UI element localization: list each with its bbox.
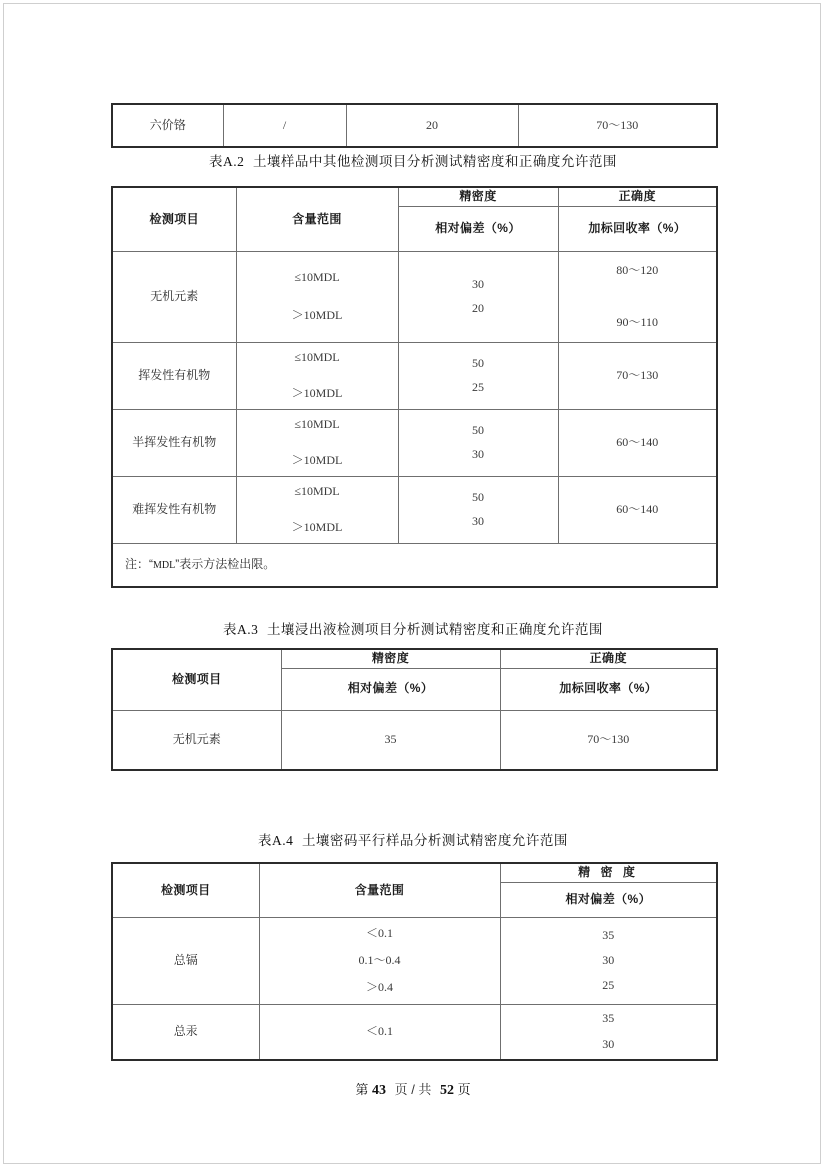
- cell-item: 难挥发性有机物: [132, 501, 217, 516]
- cell-range: ＞10MDL: [291, 519, 343, 534]
- footer-current-page: 43: [371, 1083, 386, 1098]
- cell-accuracy: 70～130: [587, 731, 630, 746]
- table-a2-title-text: 土壤样品中其他检测项目分析测试精密度和正确度允许范围: [252, 154, 617, 169]
- table-row: [112, 1004, 717, 1060]
- header-accuracy-sub: 加标回收率（%）: [559, 681, 658, 696]
- cell-range: ＞10MDL: [291, 452, 343, 467]
- table-a2: [111, 186, 718, 588]
- header-item: 检测项目: [160, 882, 211, 897]
- header-precision-sub: 相对偏差（%）: [435, 220, 521, 235]
- table-row: [112, 409, 717, 476]
- header-precision-sub: 相对偏差（%）: [565, 891, 651, 906]
- cell-precision: 50: [472, 423, 484, 438]
- table-a3-header-row-1: [112, 649, 717, 668]
- cell-item: 六价铬: [149, 117, 186, 132]
- cell-range: ＜0.1: [365, 1023, 393, 1038]
- table-a4-header-row-1: [112, 863, 717, 882]
- table-row: [112, 476, 717, 543]
- cell-range: ≤10MDL: [294, 350, 340, 365]
- table-a1-continuation: [111, 103, 718, 148]
- cell-content-range: /: [282, 117, 287, 132]
- table-a3-title-text: 土壤浸出液检测项目分析测试精密度和正确度允许范围: [266, 622, 603, 637]
- header-precision: 精密度: [371, 651, 410, 665]
- cell-range: ≤10MDL: [294, 484, 340, 499]
- footer-total-pages: 52: [440, 1083, 455, 1098]
- cell-accuracy: 70～130: [596, 117, 639, 132]
- cell-item: 挥发性有机物: [138, 367, 211, 382]
- header-content-range: 含量范围: [354, 882, 405, 897]
- note-prefix: 注：“: [125, 556, 153, 571]
- cell-range: ≤10MDL: [294, 270, 340, 285]
- header-item: 检测项目: [171, 672, 222, 686]
- cell-precision: 30: [472, 277, 484, 292]
- table-row: [112, 251, 717, 342]
- table-a4-title-number: 表A.4: [258, 833, 294, 848]
- note-term: MDL: [153, 559, 176, 571]
- cell-precision: 25: [602, 978, 615, 993]
- cell-precision: 35: [384, 731, 397, 746]
- cell-accuracy: 60～140: [616, 434, 659, 449]
- cell-precision: 35: [602, 927, 615, 942]
- header-accuracy-sub: 加标回收率（%）: [588, 220, 687, 235]
- table-a4-title-text: 土壤密码平行样品分析测试精密度允许范围: [301, 833, 568, 848]
- cell-item: 无机元素: [150, 288, 199, 303]
- cell-accuracy: 80～120: [616, 263, 659, 278]
- cell-range: 0.1～0.4: [358, 952, 401, 967]
- cell-precision: 30: [602, 952, 615, 967]
- header-content-range: 含量范围: [292, 211, 342, 226]
- table-a3-title-number: 表A.3: [223, 622, 259, 637]
- table-a2-title: [0, 150, 826, 170]
- cell-item: 总汞: [173, 1023, 198, 1038]
- table-a3-title: [0, 618, 826, 638]
- cell-item: 半挥发性有机物: [132, 434, 217, 449]
- cell-precision: 20: [472, 300, 484, 315]
- cell-precision: 25: [472, 379, 484, 394]
- note-suffix: ”表示方法检出限。: [175, 556, 276, 571]
- page-footer: [0, 1079, 826, 1099]
- cell-precision: 30: [472, 446, 484, 461]
- footer-suffix: 页: [457, 1082, 471, 1097]
- header-accuracy: 正确度: [618, 189, 656, 203]
- cell-precision: 20: [426, 117, 438, 132]
- cell-precision: 50: [472, 490, 484, 505]
- cell-range: ＞10MDL: [291, 385, 343, 400]
- cell-range: ＞0.4: [365, 980, 393, 995]
- footer-mid: 页 / 共: [394, 1082, 432, 1097]
- table-row: [112, 342, 717, 409]
- header-precision: 精密度: [459, 189, 497, 203]
- header-precision-sub: 相对偏差（%）: [347, 681, 434, 696]
- header-precision: 精 密 度: [578, 865, 639, 879]
- table-a4: [111, 862, 718, 1061]
- table-row: [112, 710, 717, 770]
- cell-accuracy: 60～140: [616, 501, 659, 516]
- cell-item: 总镉: [173, 952, 198, 967]
- cell-item: 无机元素: [172, 731, 221, 746]
- cell-accuracy: 70～130: [616, 367, 659, 382]
- table-row: [112, 917, 717, 1004]
- table-a2-note-row: [112, 543, 717, 587]
- header-item: 检测项目: [149, 211, 200, 226]
- table-a3: [111, 648, 718, 771]
- table-a2-title-number: 表A.2: [209, 154, 245, 169]
- cell-precision: 30: [602, 1036, 615, 1051]
- cell-range: ＜0.1: [365, 925, 393, 940]
- table-a2-header-row-1: [112, 187, 717, 206]
- table-row: [112, 104, 717, 147]
- header-accuracy: 正确度: [589, 651, 627, 665]
- table-a4-title: [0, 829, 826, 849]
- cell-precision: 50: [472, 356, 484, 371]
- cell-precision: 30: [472, 513, 484, 528]
- cell-precision: 35: [602, 1011, 615, 1026]
- cell-accuracy: 90～110: [616, 314, 659, 329]
- footer-prefix: 第: [355, 1082, 369, 1097]
- cell-range: ＞10MDL: [291, 307, 343, 322]
- cell-range: ≤10MDL: [294, 417, 340, 432]
